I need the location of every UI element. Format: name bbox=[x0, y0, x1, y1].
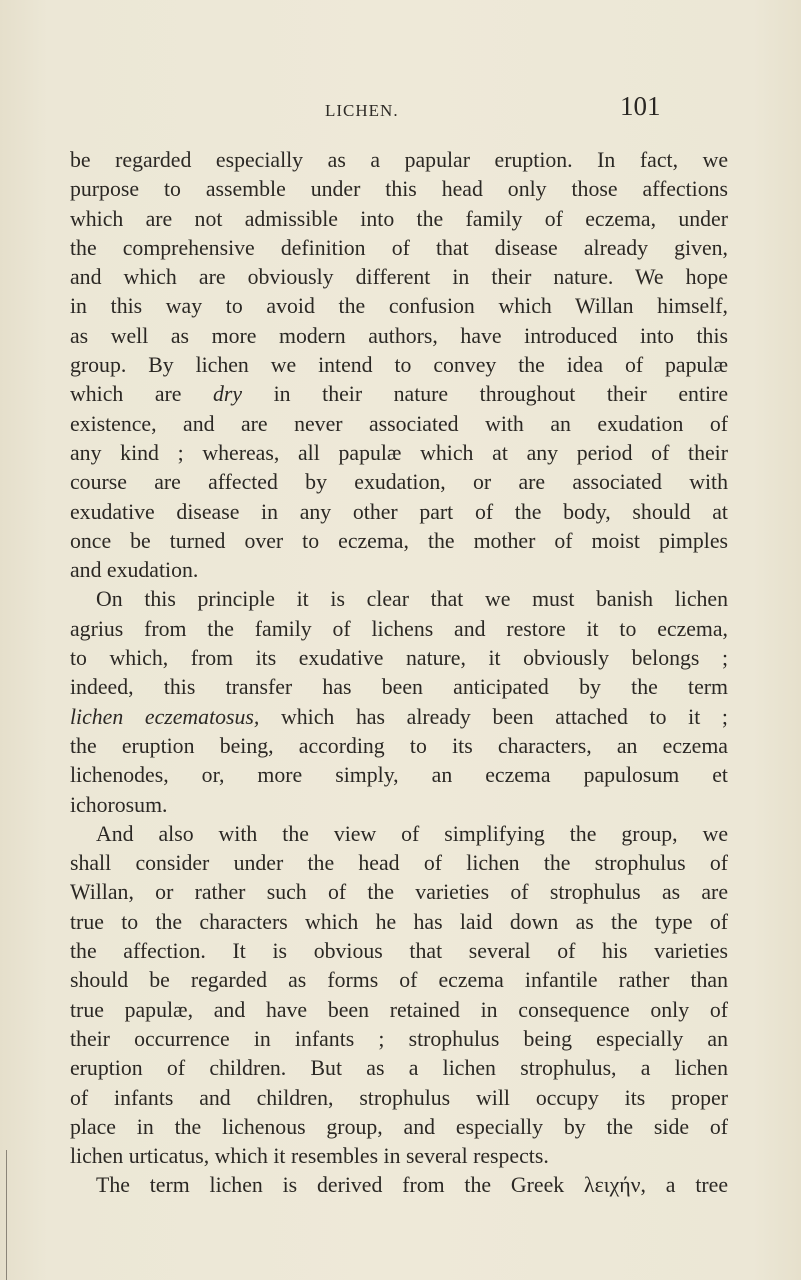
text-line: course are affected by exudation, or are associated with bbox=[70, 470, 728, 495]
text-line: of infants and children, strophulus will occupy its proper bbox=[70, 1085, 728, 1110]
text-line: On this principle it is clear that we must banish lichen bbox=[96, 587, 728, 612]
text-line: true papulæ, and have been retained in consequence only of bbox=[70, 997, 728, 1022]
text-line: in this way to avoid the confusion which Willan himself, bbox=[70, 294, 728, 319]
text-line: The term lichen is derived from the Greek λειχήν, a tree bbox=[96, 1173, 728, 1198]
text-line: group. By lichen we intend to convey the idea of papulæ bbox=[70, 353, 728, 378]
text-line: as well as more modern authors, have introduced into this bbox=[70, 323, 728, 348]
text-line: eruption of children. But as a lichen strophulus, a lichen bbox=[70, 1056, 728, 1081]
body-text bbox=[70, 146, 728, 1201]
text-line: to which, from its exudative nature, it obviously belongs ; bbox=[70, 646, 728, 671]
italic-emphasis: lichen eczematosus, bbox=[70, 704, 260, 729]
text-line: Willan, or rather such of the varieties of strophulus as are bbox=[70, 880, 728, 905]
text-line: the comprehensive definition of that disease already given, bbox=[70, 235, 728, 260]
text-line: should be regarded as forms of eczema infantile rather than bbox=[70, 968, 728, 993]
text-line: which are dry in their nature throughout their entire bbox=[70, 382, 728, 407]
text-line: indeed, this transfer has been anticipated by the term bbox=[70, 675, 728, 700]
text-line: true to the characters which he has laid down as the type of bbox=[70, 909, 728, 934]
text-line: be regarded especially as a papular eruption. In fact, we bbox=[70, 148, 728, 172]
text-line: the affection. It is obvious that several of his varieties bbox=[70, 939, 728, 964]
text-line: their occurrence in infants ; strophulus being especially an bbox=[70, 1026, 728, 1051]
text-line: which are not admissible into the family of eczema, under bbox=[70, 206, 728, 231]
text-line: any kind ; whereas, all papulæ which at any period of their bbox=[70, 440, 728, 465]
text-line: and which are obviously different in their nature. We hope bbox=[70, 265, 728, 290]
text-line: ichorosum. bbox=[70, 792, 168, 817]
page-edge-rule bbox=[6, 1150, 7, 1280]
text-line: exudative disease in any other part of the body, should at bbox=[70, 499, 728, 524]
text-line: And also with the view of simplifying the group, we bbox=[96, 821, 728, 846]
text-line: purpose to assemble under this head only those affections bbox=[70, 177, 728, 202]
text-line: lichen eczematosus, which has already been attached to it ; bbox=[70, 704, 728, 729]
page-header bbox=[0, 90, 801, 130]
text-line: agrius from the family of lichens and restore it to eczema, bbox=[70, 616, 728, 641]
page-number: 101 bbox=[620, 91, 661, 121]
text-line: place in the lichenous group, and especially by the side of bbox=[70, 1114, 728, 1139]
text-line: shall consider under the head of lichen the strophulus of bbox=[70, 851, 728, 876]
text-line: existence, and are never associated with an exudation of bbox=[70, 411, 728, 436]
text-line: once be turned over to eczema, the mother of moist pimples bbox=[70, 528, 728, 553]
italic-emphasis: dry bbox=[213, 382, 243, 407]
text-line: lichen urticatus, which it resembles in several respects. bbox=[70, 1144, 549, 1169]
text-line: and exudation. bbox=[70, 558, 199, 583]
text-line: the eruption being, according to its characters, an eczema bbox=[70, 733, 728, 758]
running-title: LICHEN. bbox=[325, 101, 399, 120]
text-line: lichenodes, or, more simply, an eczema papulosum et bbox=[70, 763, 728, 788]
